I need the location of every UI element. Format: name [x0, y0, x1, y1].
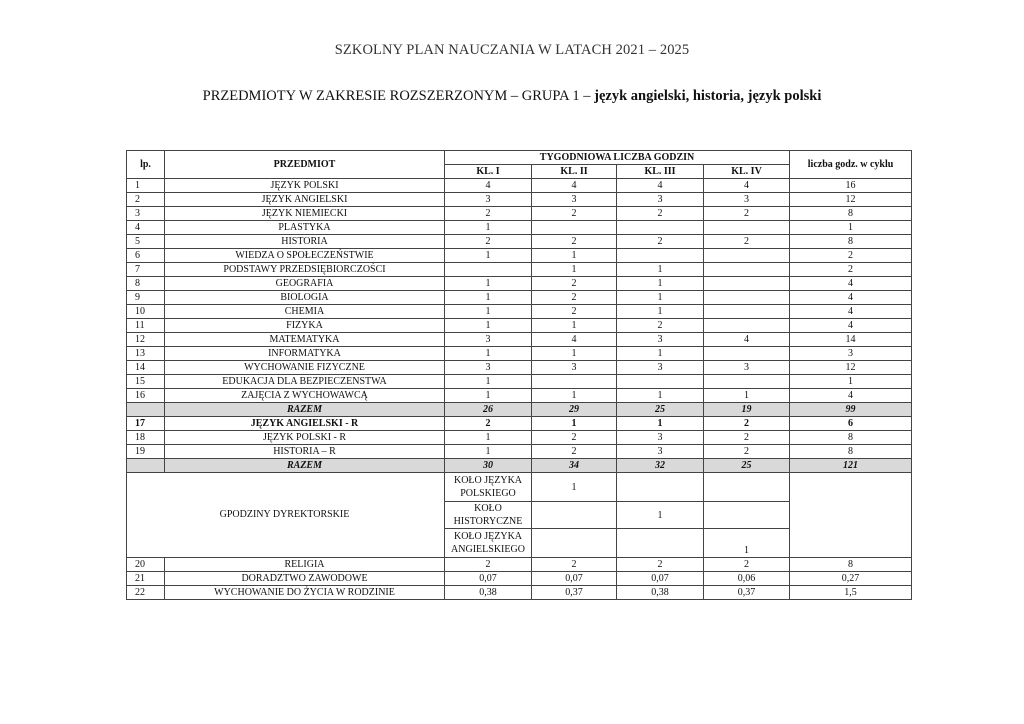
row-lp: 4 [127, 221, 165, 235]
dyrektorskie-item-name: KOŁO JĘZYKA POLSKIEGO [445, 473, 532, 502]
row-total: 0,27 [790, 572, 912, 586]
table-row [127, 305, 912, 319]
razem-kl3: 25 [617, 403, 704, 417]
row-lp: 8 [127, 277, 165, 291]
dyrektorskie-label: GPODZINY DYREKTORSKIE [127, 473, 445, 558]
row-total: 4 [790, 305, 912, 319]
row-lp: 13 [127, 347, 165, 361]
row-subject: ZAJĘCIA Z WYCHOWAWCĄ [165, 389, 445, 403]
row-total: 16 [790, 179, 912, 193]
dyrektorskie-kl2 [532, 502, 617, 529]
row-kl4: 2 [704, 207, 790, 221]
row-kl4: 2 [704, 445, 790, 459]
row-kl3: 2 [617, 558, 704, 572]
row-lp: 17 [127, 417, 165, 431]
row-total: 1 [790, 221, 912, 235]
row-kl3: 3 [617, 361, 704, 375]
razem-total: 99 [790, 403, 912, 417]
row-kl3: 1 [617, 417, 704, 431]
razem-row-2 [127, 459, 912, 473]
row-kl1: 3 [445, 193, 532, 207]
row-kl1: 3 [445, 361, 532, 375]
row-kl1: 2 [445, 207, 532, 221]
dyrektorskie-kl4 [704, 502, 790, 529]
row-kl1: 0,07 [445, 572, 532, 586]
row-subject: CHEMIA [165, 305, 445, 319]
razem-kl4: 19 [704, 403, 790, 417]
row-kl3: 1 [617, 277, 704, 291]
curriculum-table [126, 150, 912, 600]
razem-kl1: 26 [445, 403, 532, 417]
row-kl1: 1 [445, 277, 532, 291]
header-subject: PRZEDMIOT [165, 151, 445, 179]
row-kl3: 4 [617, 179, 704, 193]
row-total: 4 [790, 389, 912, 403]
row-kl1: 1 [445, 221, 532, 235]
row-kl3: 3 [617, 445, 704, 459]
row-total: 8 [790, 445, 912, 459]
header-weekly-hours: TYGODNIOWA LICZBA GODZIN [445, 151, 790, 165]
table-row [127, 263, 912, 277]
razem-total: 121 [790, 459, 912, 473]
row-total: 3 [790, 347, 912, 361]
row-kl2 [532, 375, 617, 389]
row-lp: 22 [127, 586, 165, 600]
dyrektorskie-kl3 [617, 529, 704, 558]
row-total: 4 [790, 277, 912, 291]
row-kl4 [704, 305, 790, 319]
row-kl4: 2 [704, 558, 790, 572]
row-total: 8 [790, 558, 912, 572]
row-lp: 6 [127, 249, 165, 263]
row-kl3: 3 [617, 333, 704, 347]
header-kl4: KL. IV [704, 165, 790, 179]
row-kl2: 2 [532, 445, 617, 459]
row-kl3: 3 [617, 193, 704, 207]
row-kl1: 1 [445, 431, 532, 445]
razem-kl2: 29 [532, 403, 617, 417]
dyrektorskie-item-name: KOŁO HISTORYCZNE [445, 502, 532, 529]
row-subject: HISTORIA [165, 235, 445, 249]
table-row [127, 207, 912, 221]
row-kl3: 1 [617, 305, 704, 319]
dyrektorskie-total [790, 473, 912, 558]
row-kl2: 2 [532, 291, 617, 305]
row-total: 1 [790, 375, 912, 389]
row-subject: WYCHOWANIE DO ŻYCIA W RODZINIE [165, 586, 445, 600]
table-row [127, 375, 912, 389]
table-row [127, 221, 912, 235]
row-lp: 11 [127, 319, 165, 333]
table-row [127, 333, 912, 347]
row-lp: 16 [127, 389, 165, 403]
dyrektorskie-kl3 [617, 473, 704, 502]
row-lp: 20 [127, 558, 165, 572]
row-total: 8 [790, 207, 912, 221]
row-kl3: 1 [617, 291, 704, 305]
razem-label: RAZEM [165, 403, 445, 417]
row-subject: JĘZYK NIEMIECKI [165, 207, 445, 221]
row-kl3: 0,38 [617, 586, 704, 600]
row-kl2: 2 [532, 558, 617, 572]
table-row [127, 558, 912, 572]
row-kl3: 3 [617, 431, 704, 445]
row-kl4: 2 [704, 431, 790, 445]
row-subject: HISTORIA – R [165, 445, 445, 459]
row-kl2: 1 [532, 319, 617, 333]
row-kl4: 3 [704, 193, 790, 207]
row-lp: 5 [127, 235, 165, 249]
row-kl3: 2 [617, 235, 704, 249]
row-kl3: 1 [617, 263, 704, 277]
table-row [127, 586, 912, 600]
header-lp: lp. [127, 151, 165, 179]
row-subject: JĘZYK POLSKI [165, 179, 445, 193]
row-kl2: 2 [532, 431, 617, 445]
row-total: 2 [790, 263, 912, 277]
row-kl2: 1 [532, 417, 617, 431]
row-total: 2 [790, 249, 912, 263]
row-subject: FIZYKA [165, 319, 445, 333]
row-kl1: 1 [445, 445, 532, 459]
table-row-extended [127, 417, 912, 431]
row-subject: BIOLOGIA [165, 291, 445, 305]
row-kl1: 0,38 [445, 586, 532, 600]
row-kl4 [704, 277, 790, 291]
row-total: 8 [790, 235, 912, 249]
razem-label: RAZEM [165, 459, 445, 473]
row-kl1: 1 [445, 389, 532, 403]
row-kl1: 1 [445, 375, 532, 389]
row-lp: 3 [127, 207, 165, 221]
row-lp: 10 [127, 305, 165, 319]
table-row-extended [127, 431, 912, 445]
row-subject: EDUKACJA DLA BEZPIECZENSTWA [165, 375, 445, 389]
document-subtitle [0, 88, 1024, 105]
dyrektorskie-kl4: 1 [704, 529, 790, 558]
razem-empty [127, 459, 165, 473]
row-kl4: 2 [704, 235, 790, 249]
row-subject: MATEMATYKA [165, 333, 445, 347]
table-row [127, 277, 912, 291]
row-subject: JĘZYK POLSKI - R [165, 431, 445, 445]
row-kl2: 1 [532, 389, 617, 403]
row-subject: RELIGIA [165, 558, 445, 572]
razem-row-1 [127, 403, 912, 417]
row-subject: WIEDZA O SPOŁECZEŃSTWIE [165, 249, 445, 263]
row-subject: JĘZYK ANGIELSKI - R [165, 417, 445, 431]
table-row [127, 179, 912, 193]
row-lp: 7 [127, 263, 165, 277]
row-kl1: 2 [445, 558, 532, 572]
row-kl2: 3 [532, 361, 617, 375]
row-total: 1,5 [790, 586, 912, 600]
row-total: 4 [790, 319, 912, 333]
header-kl2: KL. II [532, 165, 617, 179]
row-kl4 [704, 347, 790, 361]
subtitle-subjects: język angielski, historia, język polski [594, 88, 822, 104]
table-row [127, 572, 912, 586]
header-kl1: KL. I [445, 165, 532, 179]
row-kl1: 1 [445, 305, 532, 319]
razem-kl3: 32 [617, 459, 704, 473]
row-kl4 [704, 375, 790, 389]
row-kl4 [704, 249, 790, 263]
row-kl3: 2 [617, 207, 704, 221]
row-total: 6 [790, 417, 912, 431]
row-kl4: 4 [704, 333, 790, 347]
row-kl1: 2 [445, 417, 532, 431]
row-kl1: 1 [445, 319, 532, 333]
dyrektorskie-kl3: 1 [617, 502, 704, 529]
row-kl3 [617, 221, 704, 235]
row-lp: 21 [127, 572, 165, 586]
row-kl1: 1 [445, 291, 532, 305]
row-kl2: 1 [532, 263, 617, 277]
table-row [127, 389, 912, 403]
row-subject: GEOGRAFIA [165, 277, 445, 291]
row-kl2: 4 [532, 179, 617, 193]
row-kl3: 0,07 [617, 572, 704, 586]
row-kl4: 0,06 [704, 572, 790, 586]
row-kl4 [704, 263, 790, 277]
row-kl1: 3 [445, 333, 532, 347]
row-kl2: 0,07 [532, 572, 617, 586]
dyrektorskie-row [127, 473, 912, 502]
row-lp: 19 [127, 445, 165, 459]
row-kl2: 2 [532, 207, 617, 221]
document-title: SZKOLNY PLAN NAUCZANIA W LATACH 2021 – 2025 [334, 42, 690, 58]
row-kl2: 2 [532, 305, 617, 319]
dyrektorskie-kl4 [704, 473, 790, 502]
row-total: 12 [790, 193, 912, 207]
razem-kl2: 34 [532, 459, 617, 473]
row-lp: 2 [127, 193, 165, 207]
row-kl1: 1 [445, 249, 532, 263]
row-lp: 1 [127, 179, 165, 193]
table-row-extended [127, 445, 912, 459]
header-kl3: KL. III [617, 165, 704, 179]
row-kl2: 1 [532, 249, 617, 263]
row-subject: PLASTYKA [165, 221, 445, 235]
row-kl4: 0,37 [704, 586, 790, 600]
dyrektorskie-kl2: 1 [532, 473, 617, 502]
table-row [127, 249, 912, 263]
row-kl3: 1 [617, 389, 704, 403]
row-kl3: 1 [617, 347, 704, 361]
row-total: 12 [790, 361, 912, 375]
row-kl3: 2 [617, 319, 704, 333]
row-kl4: 3 [704, 361, 790, 375]
razem-kl4: 25 [704, 459, 790, 473]
table-row [127, 347, 912, 361]
row-subject: WYCHOWANIE FIZYCZNE [165, 361, 445, 375]
row-lp: 9 [127, 291, 165, 305]
row-kl4 [704, 221, 790, 235]
row-lp: 15 [127, 375, 165, 389]
subtitle-prefix: PRZEDMIOTY W ZAKRESIE ROZSZERZONYM – GRUPA 1 – [202, 88, 595, 104]
row-subject: JĘZYK ANGIELSKI [165, 193, 445, 207]
row-kl2: 4 [532, 333, 617, 347]
table-row [127, 291, 912, 305]
row-kl1 [445, 263, 532, 277]
table-row [127, 193, 912, 207]
dyrektorskie-kl2 [532, 529, 617, 558]
row-subject: DORADZTWO ZAWODOWE [165, 572, 445, 586]
row-kl4: 4 [704, 179, 790, 193]
razem-kl1: 30 [445, 459, 532, 473]
row-kl2: 2 [532, 277, 617, 291]
row-total: 14 [790, 333, 912, 347]
table-body [127, 179, 912, 600]
row-subject: PODSTAWY PRZEDSIĘBIORCZOŚCI [165, 263, 445, 277]
row-kl1: 4 [445, 179, 532, 193]
row-lp: 14 [127, 361, 165, 375]
row-kl4: 1 [704, 389, 790, 403]
table-row [127, 319, 912, 333]
row-kl2: 2 [532, 235, 617, 249]
table-row [127, 235, 912, 249]
row-total: 4 [790, 291, 912, 305]
razem-empty [127, 403, 165, 417]
table-row [127, 361, 912, 375]
row-kl1: 2 [445, 235, 532, 249]
row-kl2: 3 [532, 193, 617, 207]
row-lp: 18 [127, 431, 165, 445]
row-kl4: 2 [704, 417, 790, 431]
row-subject: INFORMATYKA [165, 347, 445, 361]
row-kl2: 1 [532, 347, 617, 361]
row-kl3 [617, 375, 704, 389]
row-kl3 [617, 249, 704, 263]
header-total-hours: liczba godz. w cyklu [790, 151, 912, 179]
row-kl2: 0,37 [532, 586, 617, 600]
row-total: 8 [790, 431, 912, 445]
row-kl1: 1 [445, 347, 532, 361]
row-lp: 12 [127, 333, 165, 347]
row-kl4 [704, 291, 790, 305]
row-kl2 [532, 221, 617, 235]
dyrektorskie-item-name: KOŁO JĘZYKA ANGIELSKIEGO [445, 529, 532, 558]
row-kl4 [704, 319, 790, 333]
